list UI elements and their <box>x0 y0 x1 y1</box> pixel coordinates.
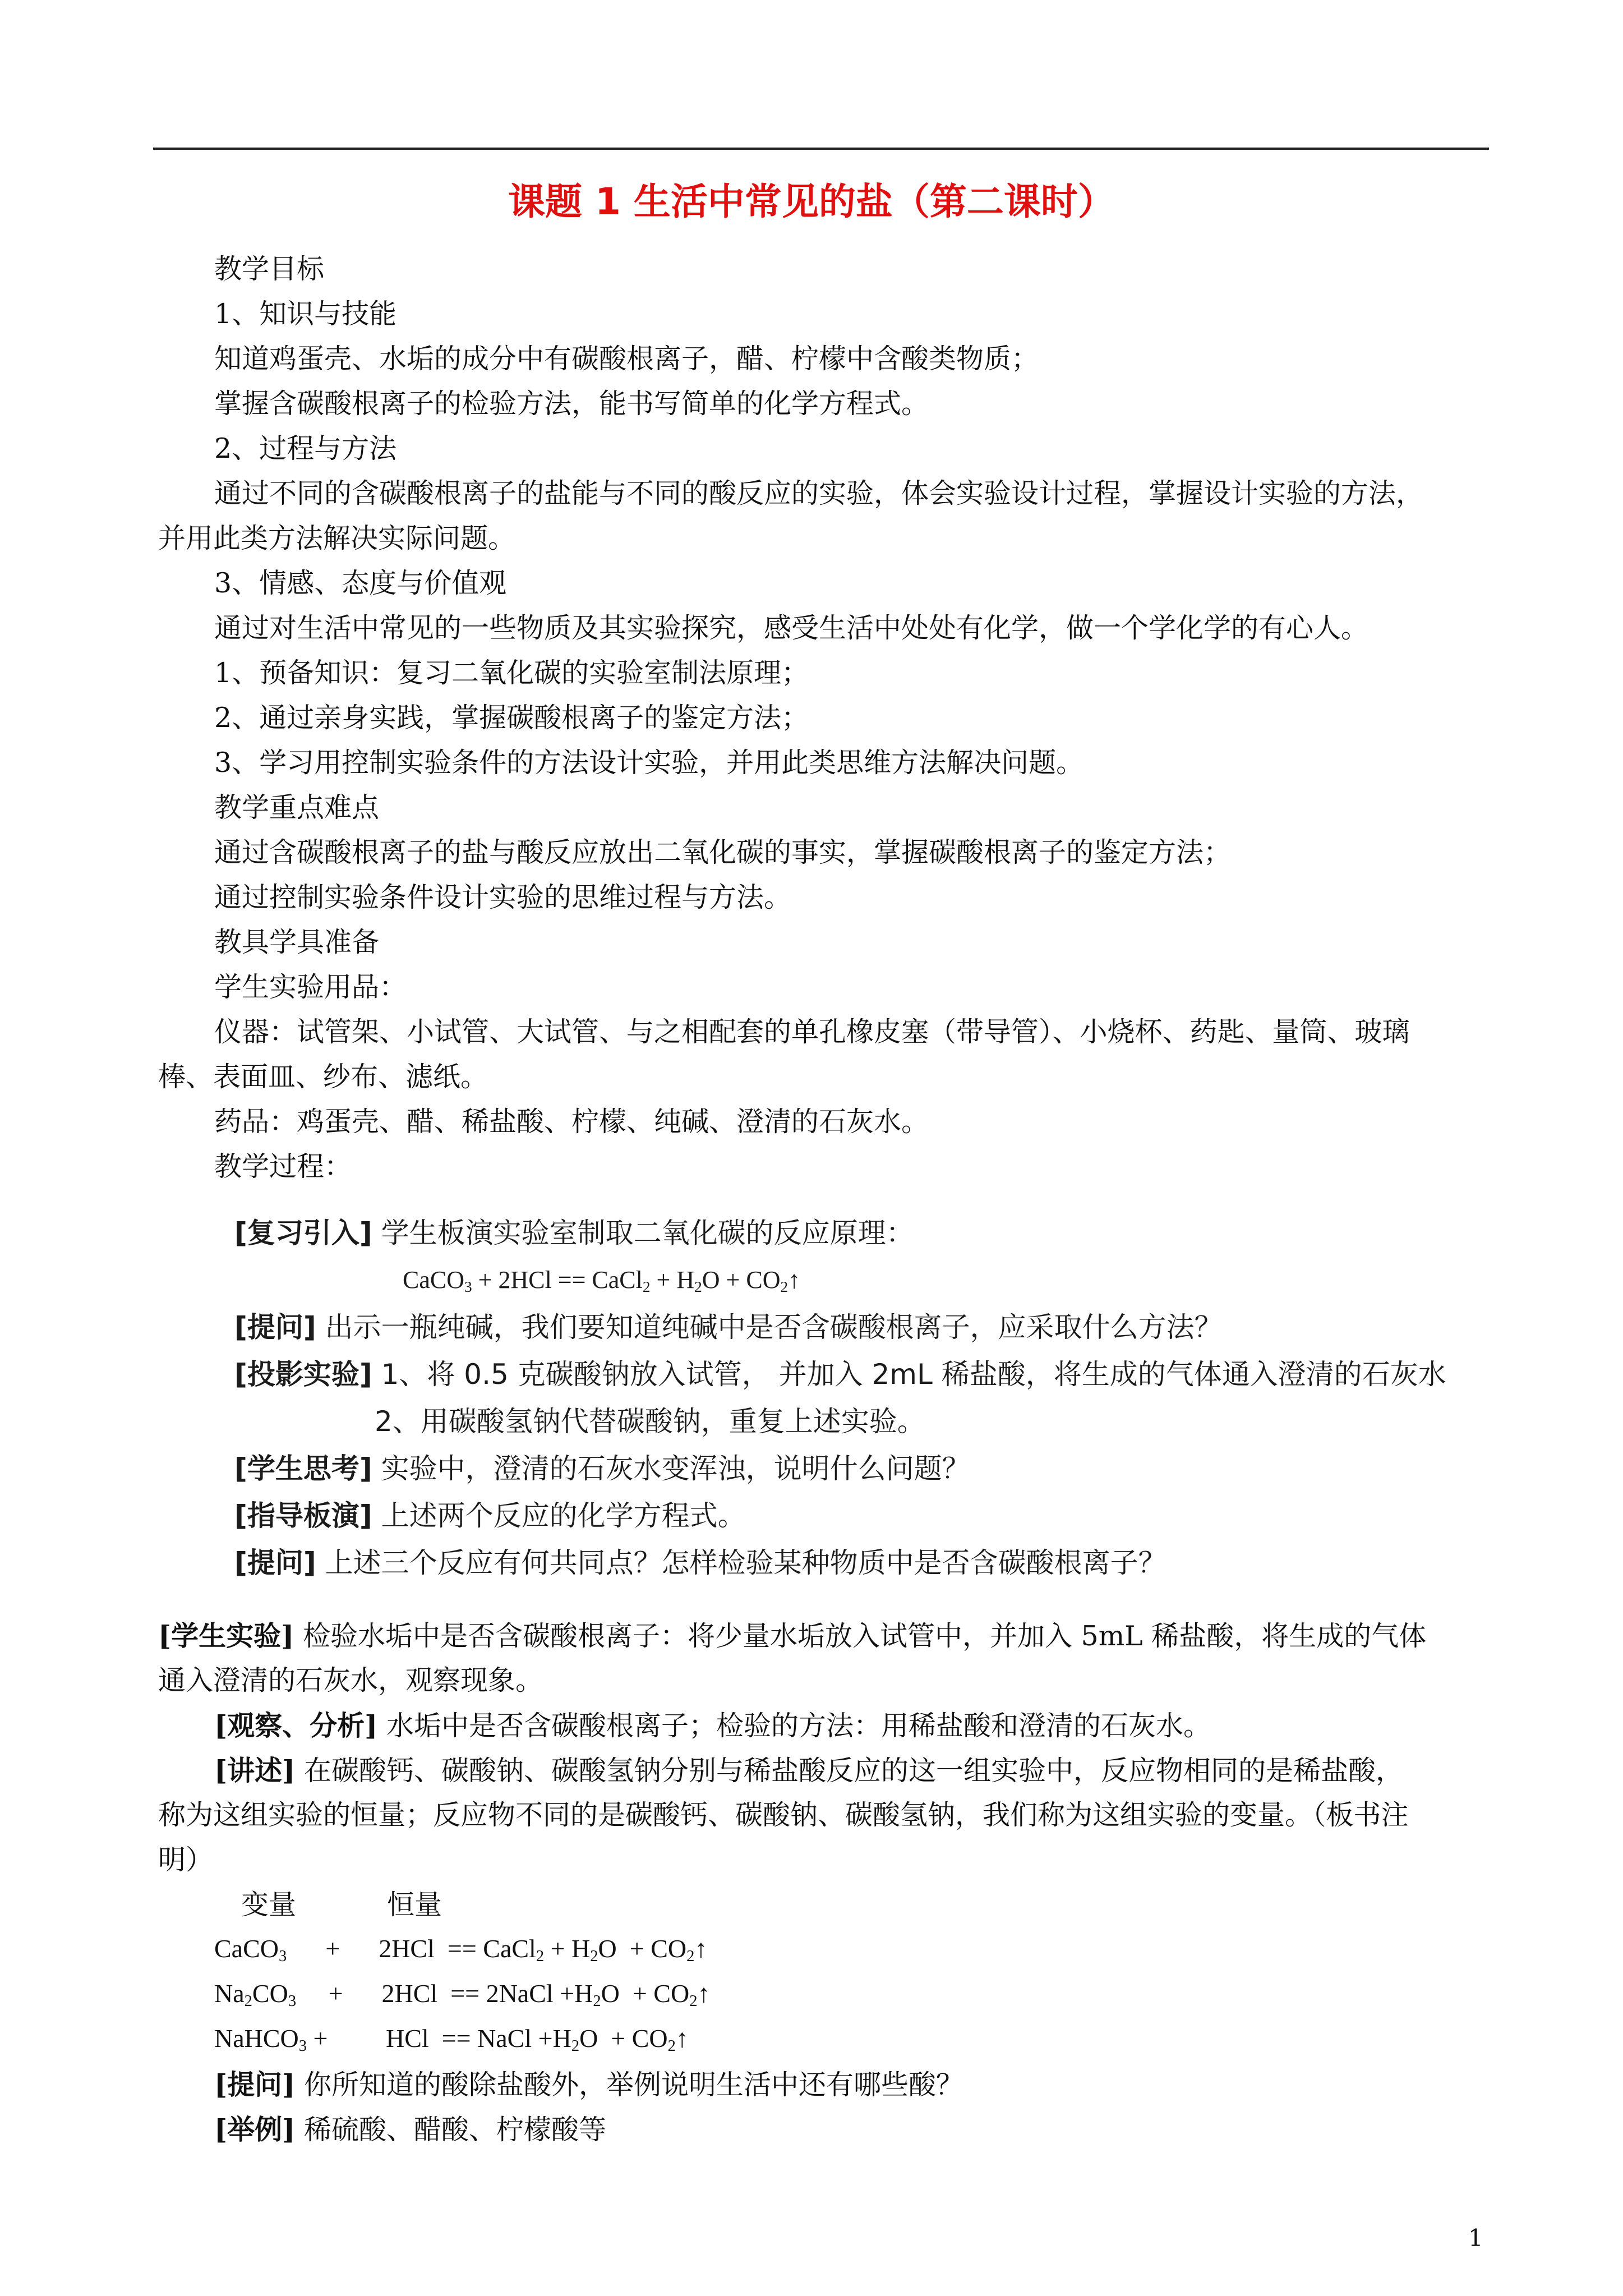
equation-caco3: CaCO$_3$ + 2HCl == CaCl$_2$ + $H_2O$ + $CO_2↑$ <box>403 1266 801 1295</box>
key-point-1: 通过含碳酸根离子的盐与酸反应放出二氧化碳的事实，掌握碳酸根离子的鉴定方法； <box>214 836 1232 868</box>
process-heading: 教学过程： <box>214 1151 352 1182</box>
guide-text: 上述两个反应的化学方程式。 <box>372 1499 746 1532</box>
tag-guide: [指导板演] <box>234 1499 372 1532</box>
goal-attitude: 3、情感、态度与价值观 <box>214 567 507 599</box>
student-think-text: 实验中，澄清的石灰水变浑浊，说明什么问题？ <box>372 1452 970 1485</box>
student-experiment-text-1: 检验水垢中是否含碳酸根离子：将少量水垢放入试管中，并加入 5mL 稀盐酸，将生成的气体 <box>294 1620 1427 1652</box>
question-2-text: 上述三个反应有何共同点？怎样检验某种物质中是否含碳酸根离子？ <box>316 1547 1166 1579</box>
goal-process-1: 通过不同的含碳酸根离子的盐能与不同的酸反应的实验，体会实验设计过程，掌握设计实验的方法， <box>214 477 1424 509</box>
equation-2: $Na_2CO_3$ + 2HCl == 2NaCl $+H_2O$ + $CO_2↑$ <box>214 1979 711 2010</box>
explain-text-1: 在碳酸钙、碳酸钠、碳酸氢钠分别与稀盐酸反应的这一组实验中，反应物相同的是稀盐酸， <box>295 1755 1403 1787</box>
goal-knowledge-2: 掌握含碳酸根离子的检验方法，能书写简单的化学方程式。 <box>214 388 929 420</box>
tag-student-think: [学生思考] <box>234 1452 372 1485</box>
header-rule <box>153 148 1489 150</box>
goals-heading: 教学目标 <box>214 253 325 285</box>
page-title: 课题 1 生活中常见的盐（第二课时） <box>508 180 1115 223</box>
key-point-2: 通过控制实验条件设计实验的思维过程与方法。 <box>214 881 792 913</box>
equation-3: NaHCO$_3$ + HCl == NaCl $+H_2O$ + $CO_2↑$ <box>214 2024 689 2055</box>
instruments-1: 仪器：试管架、小试管、大试管、与之相配套的单孔橡皮塞（带导管）、小烧杯、药匙、量筒、玻璃 <box>214 1016 1410 1048</box>
explain-text-2: 称为这组实验的恒量；反应物不同的是碳酸钙、碳酸钠、碳酸氢钠，我们称为这组实验的变量。（板书注 <box>158 1799 1409 1831</box>
equation-1: CaCO$_3$ + 2HCl == CaCl$_2$ + $H_2O$ + $CO_2↑$ <box>214 1934 708 1966</box>
goal-process-2: 并用此类方法解决实际问题。 <box>158 522 516 554</box>
tag-explain: [讲述] <box>214 1754 296 1787</box>
tag-student-experiment: [学生实验] <box>158 1619 294 1652</box>
projection-text-1: 1、将 0.5 克碳酸钠放入试管， 并加入 2mL 稀盐酸，将生成的气体通入澄清的石灰水 <box>372 1358 1446 1391</box>
example-text: 稀硫酸、醋酸、柠檬酸等 <box>295 2114 606 2146</box>
tag-question-3: [提问] <box>214 2068 296 2101</box>
prep-heading: 教具学具准备 <box>214 926 380 958</box>
tag-question-1: [提问] <box>234 1311 316 1343</box>
tag-example: [举例] <box>214 2113 296 2146</box>
prep-item-3: 3、学习用控制实验条件的方法设计实验，并用此类思维方法解决问题。 <box>214 747 1084 779</box>
review-text: 学生板演实验室制取二氧化碳的反应原理： <box>372 1217 914 1249</box>
question-1-text: 出示一瓶纯碱，我们要知道纯碱中是否含碳酸根离子，应采取什么方法？ <box>316 1311 1223 1343</box>
question-3-text: 你所知道的酸除盐酸外，举例说明生活中还有哪些酸？ <box>295 2069 963 2101</box>
page-number: 1 <box>1468 2224 1483 2252</box>
projection-text-2: 2、用碳酸氢钠代替碳酸钠，重复上述实验。 <box>375 1405 925 1438</box>
tag-projection: [投影实验] <box>234 1358 372 1391</box>
key-heading: 教学重点难点 <box>214 792 380 823</box>
prep-item-2: 2、通过亲身实践，掌握碳酸根离子的鉴定方法； <box>214 702 809 734</box>
drugs: 药品：鸡蛋壳、醋、稀盐酸、柠檬、纯碱、澄清的石灰水。 <box>214 1106 929 1138</box>
tag-observe: [观察、分析] <box>214 1709 378 1742</box>
prep-subheading: 学生实验用品： <box>214 971 407 1003</box>
observe-text: 水垢中是否含碳酸根离子；检验的方法：用稀盐酸和澄清的石灰水。 <box>377 1710 1211 1742</box>
tag-question-2: [提问] <box>234 1547 316 1579</box>
goal-knowledge: 1、知识与技能 <box>214 298 397 330</box>
instruments-2: 棒、表面皿、纱布、滤纸。 <box>158 1061 488 1093</box>
prep-item-1: 1、预备知识：复习二氧化碳的实验室制法原理； <box>214 657 809 689</box>
tag-review: [复习引入] <box>234 1217 372 1249</box>
student-experiment-text-2: 通入澄清的石灰水，观察现象。 <box>158 1664 543 1696</box>
goal-process: 2、过程与方法 <box>214 432 397 464</box>
goal-knowledge-1: 知道鸡蛋壳、水垢的成分中有碳酸根离子，醋、柠檬中含酸类物质； <box>214 343 1039 375</box>
explain-text-3: 明） <box>158 1844 214 1876</box>
label-variable: 变量 <box>241 1889 297 1921</box>
label-constant: 恒量 <box>387 1889 442 1921</box>
goal-attitude-1: 通过对生活中常见的一些物质及其实验探究，感受生活中处处有化学，做一个学化学的有心人。 <box>214 612 1369 644</box>
